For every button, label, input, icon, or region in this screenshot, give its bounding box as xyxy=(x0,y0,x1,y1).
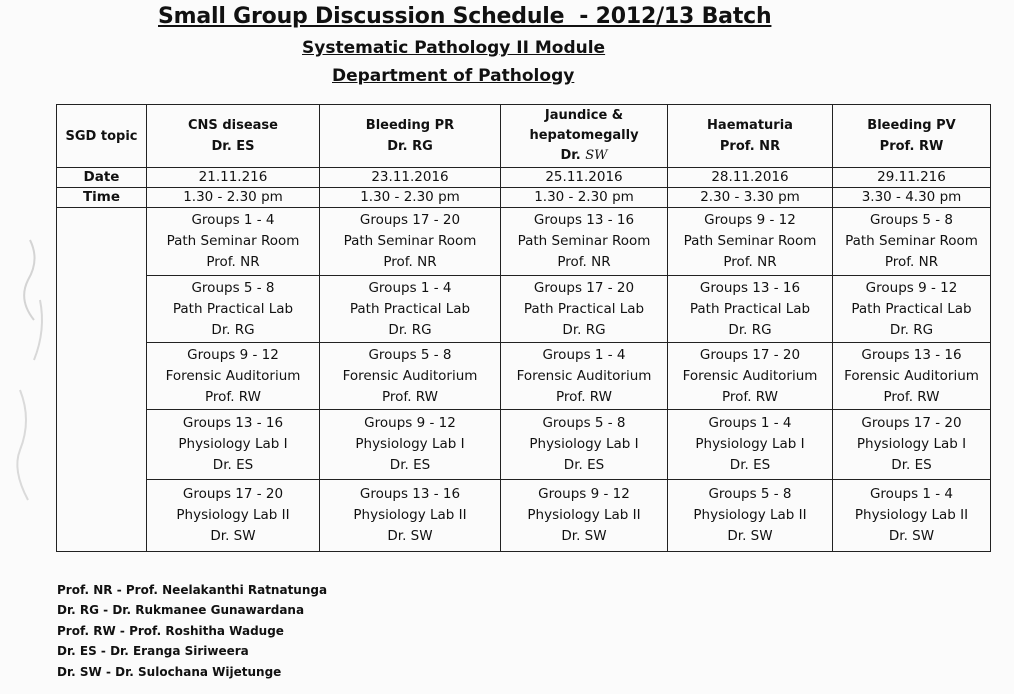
venue: Physiology Lab I xyxy=(529,436,639,452)
group-cell xyxy=(668,410,833,480)
venue: Path Practical Lab xyxy=(851,300,972,317)
topic-lead: Dr. ES xyxy=(211,139,255,154)
staff: Dr. RG xyxy=(211,321,255,338)
staff: Dr. SW xyxy=(561,528,607,544)
group-cell xyxy=(833,410,991,480)
venue: Path Practical Lab xyxy=(172,300,294,317)
date-cell: 25.11.2016 xyxy=(501,168,668,188)
staff: Prof. NR xyxy=(723,254,777,270)
date-label: Date xyxy=(57,168,147,188)
group-cell xyxy=(833,480,991,552)
group-range: Groups 17 - 20 xyxy=(699,346,801,363)
topic-name: Haematuria xyxy=(707,118,793,133)
legend-item: Dr. RG - Dr. Rukmanee Gunawardana xyxy=(57,603,305,618)
group-range: Groups 1 - 4 xyxy=(191,212,275,228)
time-cell: 2.30 - 3.30 pm xyxy=(668,188,833,208)
topic-lead: Dr. RG xyxy=(387,139,433,154)
staff: Prof. RW xyxy=(556,388,612,405)
group-range: Groups 13 - 16 xyxy=(182,415,284,431)
venue: Physiology Lab II xyxy=(176,507,290,523)
topic-cell xyxy=(147,105,320,168)
group-range: Groups 9 - 12 xyxy=(364,415,456,431)
staff: Prof. NR xyxy=(884,254,939,270)
group-range: Groups 1 - 4 xyxy=(542,346,626,363)
venue: Physiology Lab I xyxy=(856,436,967,452)
group-range: Groups 17 - 20 xyxy=(182,486,284,502)
venue: Path Seminar Room xyxy=(683,233,817,249)
group-cell xyxy=(668,276,833,343)
date-cell: 29.11.216 xyxy=(833,168,991,188)
staff: Prof. NR xyxy=(206,254,260,270)
topic-name-line2: hepatomegally xyxy=(529,128,639,143)
topic-lead: Prof. NR xyxy=(719,139,781,154)
staff: Dr. ES xyxy=(563,457,605,473)
staff: Dr. ES xyxy=(212,457,254,473)
group-cell xyxy=(833,208,991,276)
group-range: Groups 17 - 20 xyxy=(533,279,635,296)
legend-item: Dr. SW - Dr. Sulochana Wijetunge xyxy=(57,664,282,679)
staff: Prof. RW xyxy=(382,388,438,405)
venue: Physiology Lab I xyxy=(178,436,288,452)
legend-item: Prof. NR - Prof. Neelakanthi Ratnatunga xyxy=(57,583,328,597)
date-cell: 23.11.2016 xyxy=(320,168,501,188)
time-cell: 1.30 - 2.30 pm xyxy=(501,188,668,208)
topic-name: CNS disease xyxy=(188,118,278,133)
venue: Path Seminar Room xyxy=(845,233,978,249)
group-cell xyxy=(501,276,668,343)
group-range: Groups 5 - 8 xyxy=(368,346,452,363)
time-cell: 3.30 - 4.30 pm xyxy=(833,188,991,208)
group-cell xyxy=(501,410,668,480)
group-cell xyxy=(147,208,320,276)
topic-cell xyxy=(320,105,501,168)
venue: Path Practical Lab xyxy=(523,300,645,317)
group-row xyxy=(57,343,991,410)
venue: Path Practical Lab xyxy=(689,300,811,317)
group-range: Groups 1 - 4 xyxy=(869,486,954,502)
staff: Dr. SW xyxy=(727,528,773,544)
group-cell xyxy=(668,208,833,276)
group-range: Groups 9 - 12 xyxy=(538,486,630,502)
venue: Forensic Auditorium xyxy=(342,367,478,384)
venue: Path Seminar Room xyxy=(343,233,477,249)
staff: Dr. RG xyxy=(728,321,772,338)
group-row xyxy=(57,276,991,343)
sgd-topic-label: SGD topic xyxy=(57,105,147,168)
staff: Prof. RW xyxy=(722,388,778,405)
lead-prefix: Dr. xyxy=(560,148,581,163)
group-range: Groups 13 - 16 xyxy=(533,212,635,228)
group-cell xyxy=(833,276,991,343)
group-range: Groups 5 - 8 xyxy=(869,212,954,228)
venue: Physiology Lab I xyxy=(695,436,805,452)
staff: Prof. RW xyxy=(205,388,261,405)
venue: Forensic Auditorium xyxy=(165,367,301,384)
group-row xyxy=(57,410,991,480)
venue: Forensic Auditorium xyxy=(844,367,979,384)
group-range: Groups 9 - 12 xyxy=(187,346,279,363)
group-row xyxy=(57,208,991,276)
venue: Physiology Lab I xyxy=(355,436,465,452)
venue: Physiology Lab II xyxy=(527,507,641,523)
topic-lead: Prof. RW xyxy=(879,139,944,154)
staff: Dr. RG xyxy=(562,321,606,338)
venue: Path Seminar Room xyxy=(166,233,300,249)
date-cell: 28.11.2016 xyxy=(668,168,833,188)
staff: Dr. RG xyxy=(388,321,432,338)
topic-row xyxy=(57,105,991,168)
group-range: Groups 13 - 16 xyxy=(699,279,801,296)
blank-row-header xyxy=(57,208,147,552)
staff: Dr. SW xyxy=(387,528,433,544)
date-cell: 21.11.216 xyxy=(147,168,320,188)
group-cell xyxy=(501,208,668,276)
handwritten-lead: SW xyxy=(585,148,608,163)
group-cell xyxy=(501,343,668,410)
staff: Dr. SW xyxy=(210,528,256,544)
topic-lead xyxy=(501,146,667,166)
topic-name-line1: Jaundice & xyxy=(544,108,624,123)
venue: Path Seminar Room xyxy=(517,233,651,249)
legend-item: Dr. ES - Dr. Eranga Siriweera xyxy=(57,644,249,659)
group-range: Groups 9 - 12 xyxy=(704,212,796,228)
venue: Physiology Lab II xyxy=(854,507,969,523)
group-range: Groups 1 - 4 xyxy=(368,279,452,296)
topic-cell xyxy=(833,105,991,168)
group-cell xyxy=(147,410,320,480)
time-label: Time xyxy=(57,188,147,208)
group-range: Groups 5 - 8 xyxy=(542,415,626,431)
group-range: Groups 1 - 4 xyxy=(708,415,792,431)
staff: Dr. SW xyxy=(888,528,935,544)
staff: Prof. RW xyxy=(883,388,940,405)
group-range: Groups 13 - 16 xyxy=(861,346,962,363)
module-subtitle: Systematic Pathology II Module xyxy=(302,38,606,58)
staff: Dr. ES xyxy=(891,457,932,473)
document-title: Small Group Discussion Schedule - 2012/13 Batch xyxy=(158,4,772,29)
group-range: Groups 9 - 12 xyxy=(865,279,958,296)
topic-name: Bleeding PV xyxy=(867,118,956,133)
group-range: Groups 17 - 20 xyxy=(359,212,461,228)
group-cell xyxy=(147,343,320,410)
staff: Dr. ES xyxy=(389,457,431,473)
topic-name: Bleeding PR xyxy=(365,118,455,133)
group-cell xyxy=(147,480,320,552)
bleed-through-marks xyxy=(0,150,58,570)
group-range: Groups 5 - 8 xyxy=(708,486,792,502)
staff: Dr. RG xyxy=(889,321,934,338)
group-cell xyxy=(320,208,501,276)
date-row xyxy=(57,168,991,188)
group-range: Groups 5 - 8 xyxy=(191,279,275,296)
topic-cell xyxy=(501,105,668,168)
staff: Prof. NR xyxy=(383,254,437,270)
group-cell xyxy=(833,343,991,410)
group-cell xyxy=(320,480,501,552)
venue: Path Practical Lab xyxy=(349,300,471,317)
group-cell xyxy=(668,343,833,410)
venue: Forensic Auditorium xyxy=(516,367,652,384)
group-range: Groups 17 - 20 xyxy=(861,415,962,431)
group-row xyxy=(57,480,991,552)
group-cell xyxy=(668,480,833,552)
group-cell xyxy=(501,480,668,552)
department-heading: Department of Pathology xyxy=(332,66,575,86)
legend-item: Prof. RW - Prof. Roshitha Waduge xyxy=(57,623,284,638)
group-cell xyxy=(320,410,501,480)
staff-legend xyxy=(57,580,327,682)
sgd-schedule-table xyxy=(56,104,991,552)
group-cell xyxy=(147,276,320,343)
time-cell: 1.30 - 2.30 pm xyxy=(147,188,320,208)
venue: Forensic Auditorium xyxy=(682,367,818,384)
time-row xyxy=(57,188,991,208)
time-cell: 1.30 - 2.30 pm xyxy=(320,188,501,208)
group-range: Groups 13 - 16 xyxy=(359,486,461,502)
venue: Physiology Lab II xyxy=(693,507,807,523)
venue: Physiology Lab II xyxy=(353,507,467,523)
topic-cell xyxy=(668,105,833,168)
staff: Dr. ES xyxy=(729,457,771,473)
group-cell xyxy=(320,276,501,343)
staff: Prof. NR xyxy=(557,254,611,270)
group-cell xyxy=(320,343,501,410)
